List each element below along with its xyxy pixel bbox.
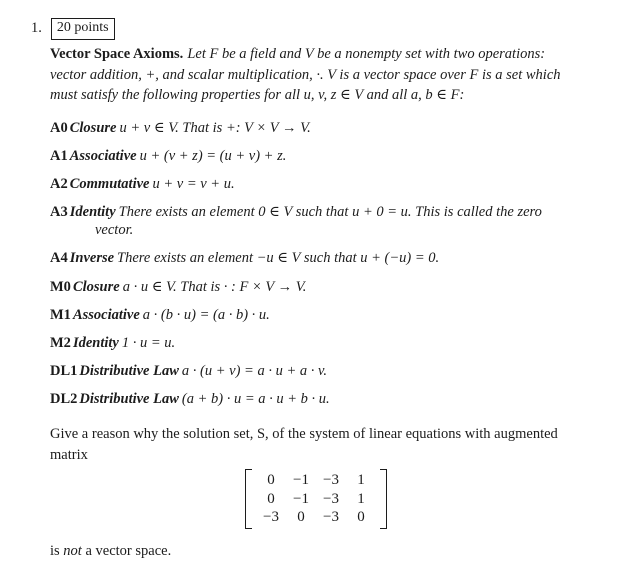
axiom-a0 — [50, 119, 582, 138]
points-badge: 20 points — [51, 18, 115, 40]
axiom-code: DL2 — [50, 390, 78, 407]
axiom-text: u + v ∈ V. That is +: V × V → V. — [119, 119, 311, 136]
matrix-container — [50, 469, 582, 529]
closing-prefix: is — [50, 543, 64, 560]
axiom-code: A0 — [50, 119, 68, 136]
axiom-code: A4 — [50, 250, 68, 267]
axiom-code: DL1 — [50, 362, 78, 379]
axiom-text: (a + b) · u = a · u + b · u. — [181, 390, 330, 407]
axiom-a2 — [50, 175, 582, 194]
matrix-cell: 0 — [267, 490, 275, 507]
matrix-cell: −3 — [263, 509, 279, 526]
axiom-name: Commutative — [69, 175, 150, 192]
axiom-text: a · (b · u) = (a · b) · u. — [142, 306, 270, 323]
axiom-m2 — [50, 334, 582, 353]
right-bracket — [380, 469, 387, 529]
matrix-cell: −1 — [293, 490, 309, 507]
axiom-name: Associative — [69, 147, 137, 164]
axiom-text: a · (u + v) = a · u + a · v. — [181, 362, 327, 379]
axiom-name: Distributive Law — [79, 390, 179, 407]
matrix-cell: 1 — [357, 490, 365, 507]
axiom-name: Identity — [69, 203, 116, 220]
problem-number: 1. — [31, 20, 42, 37]
axiom-name: Closure — [72, 278, 120, 295]
axiom-a4 — [50, 249, 582, 268]
matrix-cell: 1 — [357, 471, 365, 488]
axiom-m0 — [50, 278, 582, 297]
matrix-cell: 0 — [267, 471, 275, 488]
augmented-matrix — [245, 469, 387, 529]
intro-paragraph — [50, 44, 582, 106]
axiom-code: M0 — [50, 278, 71, 295]
matrix-grid — [252, 469, 380, 529]
matrix-cell: −3 — [323, 471, 339, 488]
axiom-m1 — [50, 306, 582, 325]
axiom-dl2 — [50, 390, 582, 409]
matrix-cell: −3 — [323, 509, 339, 526]
problem-content — [50, 44, 582, 561]
axiom-code: M2 — [50, 334, 71, 351]
axiom-code: A2 — [50, 175, 68, 192]
axiom-code: A3 — [50, 203, 68, 220]
axiom-text: There exists an element −u ∈ V such that u + (−u) = 0. — [117, 250, 440, 267]
axiom-a3 — [50, 203, 582, 240]
problem-header — [31, 18, 115, 40]
axiom-text: 1 · u = u. — [121, 334, 176, 351]
axiom-text: There exists an element 0 ∈ V such that u + 0 = u. This is called the zero vector. — [95, 203, 542, 239]
section-title: Vector Space Axioms. — [50, 46, 184, 62]
question-paragraph: Give a reason why the solution set, S, of the system of linear equations with augmented matrix — [50, 426, 558, 463]
left-bracket — [245, 469, 252, 529]
axiom-name: Closure — [69, 119, 117, 136]
closing-suffix: a vector space. — [81, 543, 172, 560]
closing-emphasis: not — [63, 543, 82, 560]
axiom-name: Inverse — [69, 250, 115, 267]
axiom-text: a · u ∈ V. That is · : F × V → V. — [122, 278, 307, 295]
matrix-cell: 0 — [297, 509, 305, 526]
closing-line — [50, 541, 582, 561]
matrix-cell: −1 — [293, 471, 309, 488]
axiom-list — [50, 119, 582, 409]
axiom-name: Identity — [72, 334, 119, 351]
axiom-text: u + (v + z) = (u + v) + z. — [139, 147, 287, 164]
axiom-a1 — [50, 147, 582, 166]
matrix-cell: 0 — [357, 509, 365, 526]
axiom-name: Distributive Law — [79, 362, 179, 379]
matrix-cell: −3 — [323, 490, 339, 507]
axiom-code: M1 — [50, 306, 71, 323]
intro-body: Let F be a field and V be a nonempty set with two operations: vector addition, +, and scalar multiplication, ·. V is a vector space over F is a set which must satisfy the following properties for all u, v, z ∈ V and all a, b ∈ F: — [50, 46, 561, 104]
axiom-dl1 — [50, 362, 582, 381]
axiom-name: Associative — [72, 306, 140, 323]
axiom-text: u + v = v + u. — [152, 175, 235, 192]
axiom-code: A1 — [50, 147, 68, 164]
